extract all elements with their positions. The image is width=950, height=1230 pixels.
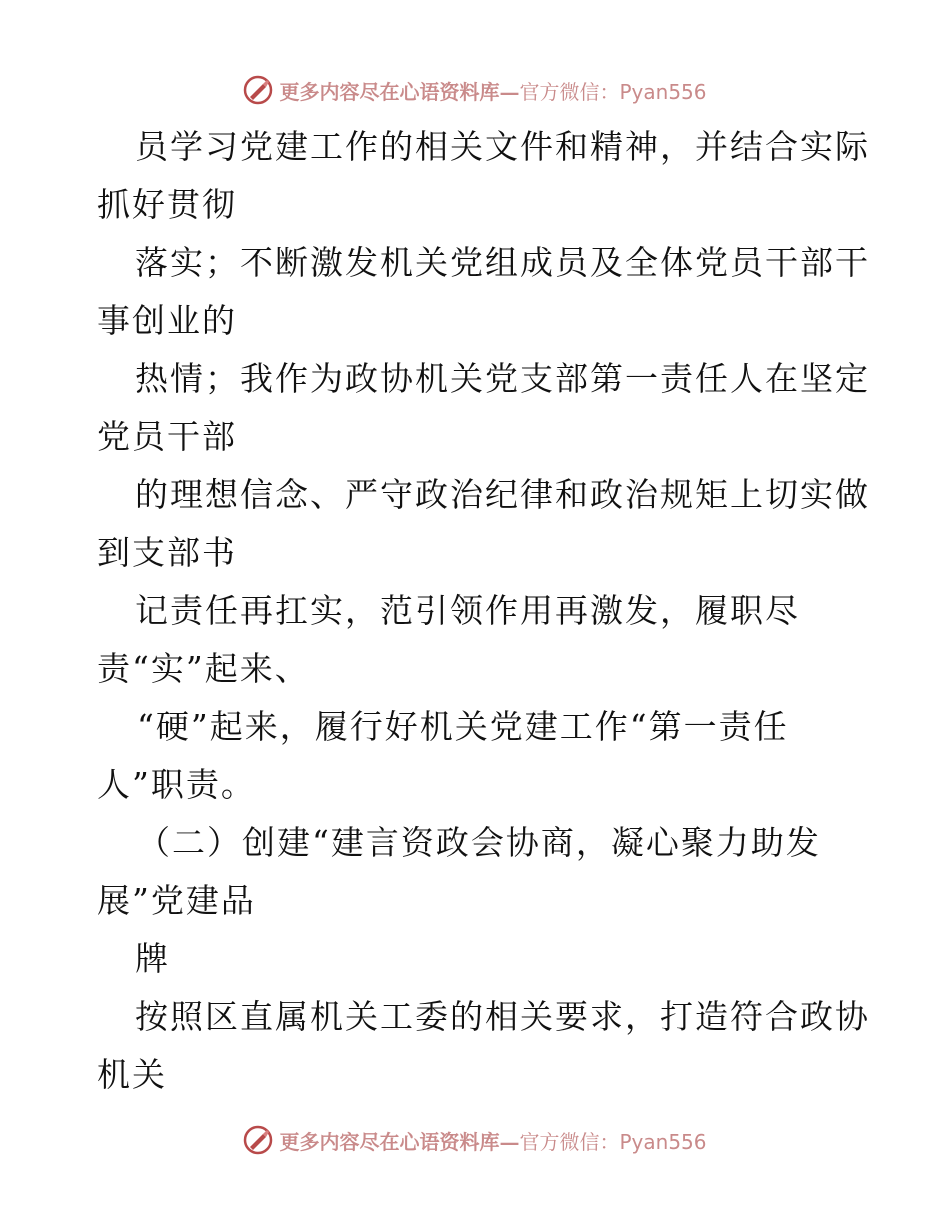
document-body — [97, 118, 870, 1104]
paragraph-line: 机关 — [97, 1055, 167, 1094]
paragraph-line: 责“实”起来、 — [97, 649, 310, 688]
footer-watermark-banner — [0, 1120, 950, 1160]
paragraph-line: 事创业的 — [97, 301, 237, 340]
pen-nib-logo-icon — [243, 1125, 273, 1155]
header-watermark-banner — [0, 70, 950, 110]
paragraph-line: 抓好贯彻 — [97, 185, 237, 224]
paragraph-line: 记责任再扛实，范引领作用再激发，履职尽 — [135, 591, 800, 630]
paragraph-line: 人”职责。 — [97, 765, 256, 804]
section-heading-continued: 牌 — [135, 939, 170, 978]
paragraph-line: 员学习党建工作的相关文件和精神，并结合实际 — [135, 127, 870, 166]
banner-text: 更多内容尽在心语资料库—官方微信：Pyan556 — [279, 1129, 707, 1154]
paragraph-line: 热情；我作为政协机关党支部第一责任人在坚定 — [135, 359, 870, 398]
paragraph-line: 党员干部 — [97, 417, 237, 456]
banner-text: 更多内容尽在心语资料库—官方微信：Pyan556 — [279, 79, 707, 104]
paragraph-line: 按照区直属机关工委的相关要求，打造符合政协 — [135, 997, 870, 1036]
section-heading-continued: 展”党建品 — [97, 881, 256, 920]
paragraph-line: 落实；不断激发机关党组成员及全体党员干部干 — [135, 243, 870, 282]
paragraph-line: 的理想信念、严守政治纪律和政治规矩上切实做 — [135, 475, 870, 514]
paragraph-line: 到支部书 — [97, 533, 237, 572]
pen-nib-logo-icon — [243, 75, 273, 105]
section-heading: （二）创建“建言资政会协商，凝心聚力助发 — [137, 823, 821, 862]
paragraph-line: “硬”起来，履行好机关党建工作“第一责任 — [137, 707, 789, 746]
